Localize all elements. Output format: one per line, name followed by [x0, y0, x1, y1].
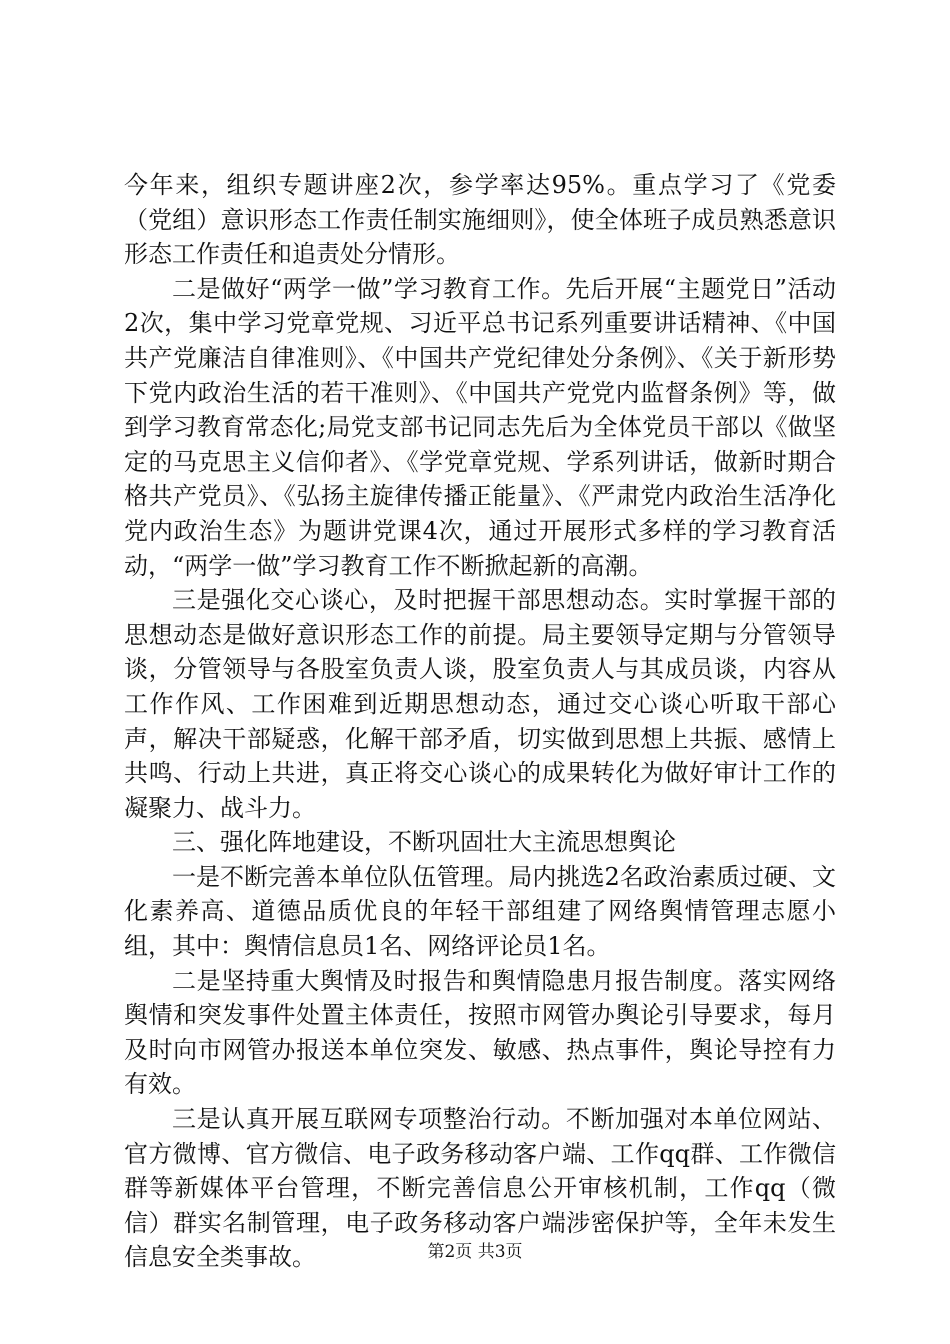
paragraph-intro: 今年来，组织专题讲座2次，参学率达95%。重点学习了《党委（党组）意识形态工作责任制实施细则》，使全体班子成员熟悉意识形态工作责任和追责处分情形。	[124, 171, 836, 269]
paragraph-team-management: 一是不断完善本单位队伍管理。局内挑选2名政治素质过硬、文化素养高、道德品质优良的年轻干部组建了网络舆情管理志愿小组，其中：舆情信息员1名、网络评论员1名。	[124, 862, 836, 961]
paragraph-heart-to-heart-talks: 三是强化交心谈心，及时把握干部思想动态。实时掌握干部的思想动态是做好意识形态工作的前提。局主要领导定期与分管领导谈，分管领导与各股室负责人谈，股室负责人与其成员谈，内容从工作作风、工作困难到近期思想动态，通过交心谈心听取干部心声，解决干部疑惑，化解干部矛盾，切实做到思想上共振、感情上共鸣、行动上共进，真正将交心谈心的成果转化为做好审计工作的凝聚力、战斗力。	[124, 586, 836, 822]
paragraph-internet-rectification: 三是认真开展互联网专项整治行动。不断加强对本单位网站、官方微博、官方微信、电子政务移动客户端、工作qq群、工作微信群等新媒体平台管理，不断完善信息公开审核机制，工作qq（微信）群实名制管理，电子政务移动客户端涉密保护等，全年未发生信息安全类事故。	[124, 1105, 836, 1272]
paragraph-two-study-one-do: 二是做好“两学一做”学习教育工作。先后开展“主题党日”活动2次，集中学习党章党规、习近平总书记系列重要讲话精神、《中国共产党廉洁自律准则》、《中国共产党纪律处分条例》、《关于新形势下党内政治生活的若干准则》、《中国共产党党内监督条例》等，做到学习教育常态化;局党支部书记同志先后为全体党员干部以《做坚定的马克思主义信仰者》、《学党章党规、学系列讲话，做新时期合格共产党员》、《弘扬主旋律传播正能量》、《严肃党内政治生活净化党内政治生态》为题讲党课4次，通过开展形式多样的学习教育活动，“两学一做”学习教育工作不断掀起新的高潮。	[124, 274, 836, 580]
document-body	[124, 168, 836, 1275]
paragraph-public-opinion-reporting: 二是坚持重大舆情及时报告和舆情隐患月报告制度。落实网络舆情和突发事件处置主体责任，按照市网管办舆论引导要求，每月及时向市网管办报送本单位突发、敏感、热点事件，舆论导控有力有效。	[124, 966, 836, 1099]
page-number-footer: 第2页 共3页	[427, 1242, 523, 1262]
section-heading-position-building: 三、强化阵地建设，不断巩固壮大主流思想舆论	[172, 828, 676, 857]
